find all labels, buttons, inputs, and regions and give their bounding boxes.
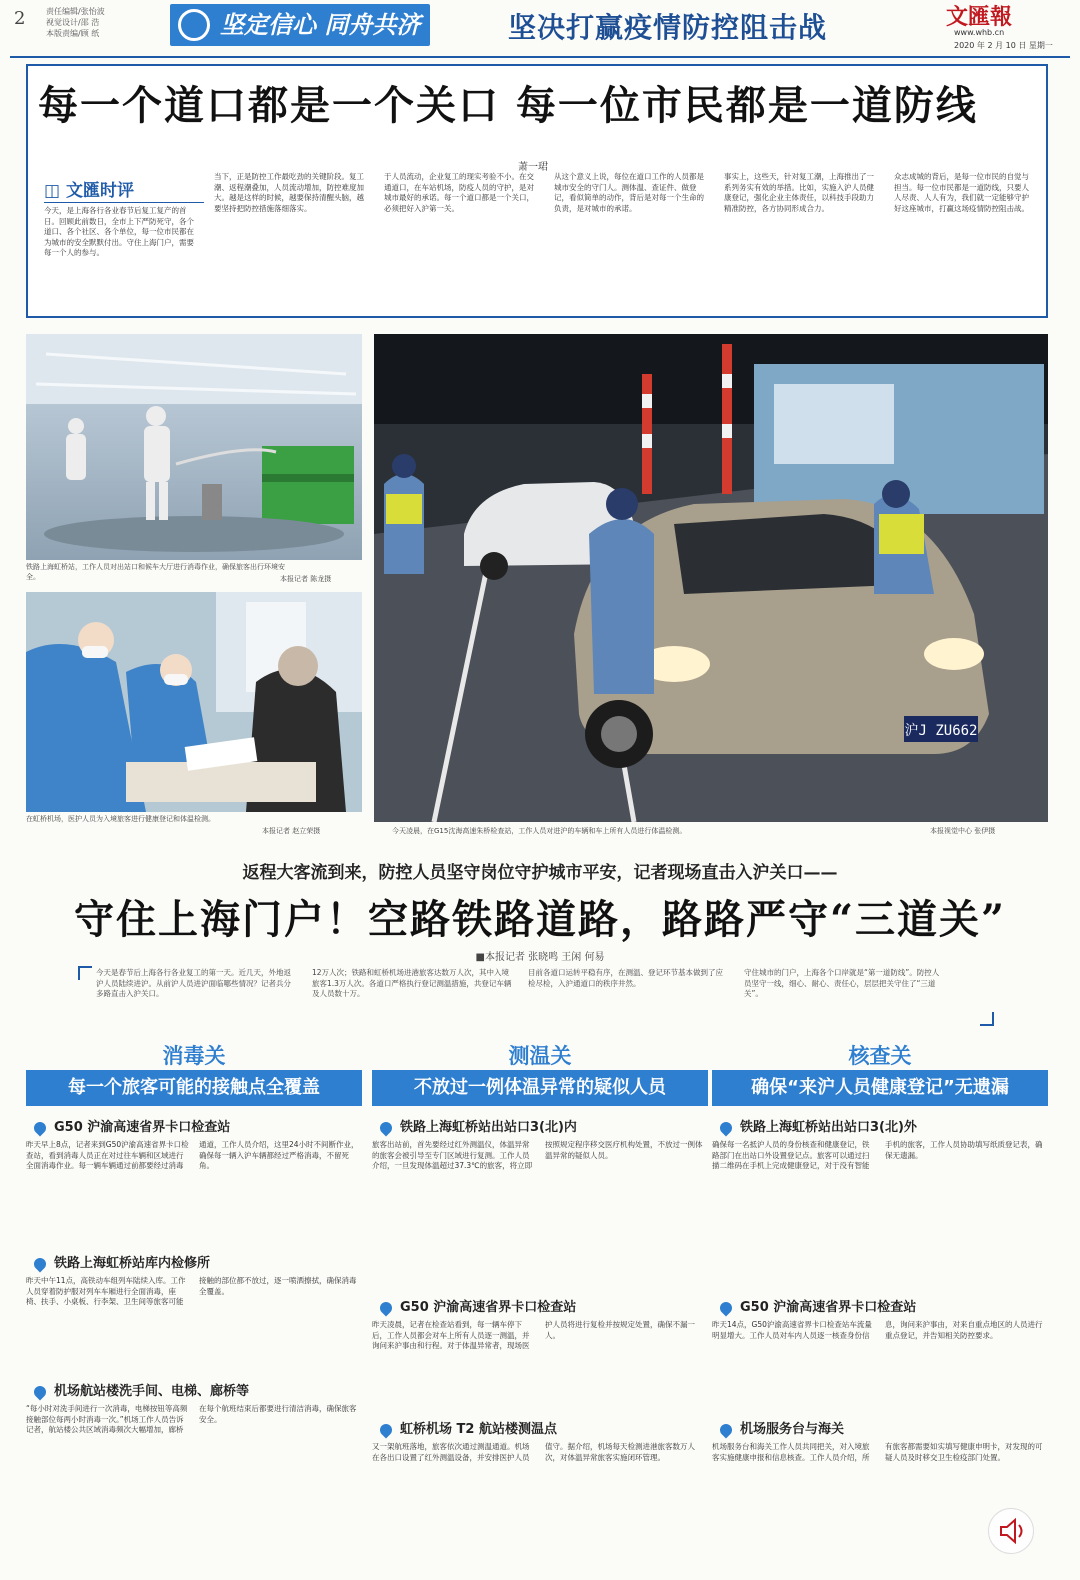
- location-name: 铁路上海虹桥站出站口3(北)内: [400, 1120, 577, 1135]
- page-header: [10, 0, 1070, 58]
- section-bar: 每一个旅客可能的接触点全覆盖: [26, 1070, 362, 1106]
- story-byline: ■本报记者 张晓鸣 王闲 何易: [475, 952, 605, 963]
- commentary-columns: [44, 172, 1034, 312]
- section-body: 确保每一名抵沪人员的身份核查和健康登记，铁路部门在出站口外设置登记点。旅客可以通过扫描二维码在手机上完成健康登记，对于没有智能手机的旅客，工作人员协助填写纸质登记表，确保无遗漏。: [712, 1140, 1043, 1170]
- story-lead: 返程大客流到来，防控人员坚守岗位守护城市平安，记者现场直击入沪关口——: [242, 863, 838, 883]
- location-name: 机场航站楼洗手间、电梯、廊桥等: [54, 1384, 250, 1399]
- location-name: 机场服务台与海关: [740, 1422, 845, 1437]
- photo-station-disinfection: [26, 334, 362, 560]
- location-heading: [372, 1418, 708, 1440]
- commentary-box: [26, 64, 1048, 318]
- location-heading: [26, 1116, 362, 1138]
- section-body: 机场服务台和海关工作人员共同把关，对入境旅客实施健康申报和信息核查。工作人员介绍，所有旅客都需要如实填写健康申明卡，对发现的可疑人员及时移交卫生检疫部门处置。: [712, 1442, 1043, 1462]
- commentary-column: 今天，是上海各行各业春节后复工复产的首日。回顾此前数日，全市上下严防死守，各个道口、各个社区、各个单位，每一位市民都在为城市的安全默默付出。守住上海门户，需要每一个人的参与。: [44, 206, 194, 257]
- commentary-label-text: 文匯时评: [65, 181, 134, 201]
- intro-column: 今天是春节后上海各行各业复工的第一天。近几天，外地返沪人员陆续进沪。从前沪人员进沪面临哪些情况？记者兵分多路直击入沪关口。: [96, 968, 291, 998]
- location-pin-icon: [718, 1299, 735, 1316]
- location-heading: [712, 1296, 1048, 1318]
- quote-bracket-open: [78, 966, 92, 980]
- photo-credit: 本报记者 陈龙摄: [280, 575, 332, 583]
- intro-column: 守住城市的门户，上海各个口岸就是“第一道防线”。防控人员坚守一线，细心、耐心、责任心，层层把关守住了“三道关”。: [744, 968, 940, 998]
- location-pin-icon: [32, 1383, 49, 1400]
- commentary-column: 众志成城的背后，是每一位市民的自觉与担当。每一位市民都是一道防线，只要人人尽责、人人有为，我们就一定能够守护好这座城市，打赢这场疫情防控阻击战。: [894, 172, 1029, 213]
- commentary-column: 事实上，这些天，针对复工潮，上海推出了一系列务实有效的举措。比如，实施入沪人员健康登记，强化企业主体责任，以科技手段助力精准防控，各方协同形成合力。: [724, 172, 874, 213]
- location-pin-icon: [378, 1299, 395, 1316]
- location-pin-icon: [378, 1421, 395, 1438]
- editor-line: 本版责编/顾 纸: [46, 29, 100, 38]
- location-heading: [712, 1418, 1048, 1440]
- photo-caption: 铁路上海虹桥站，工作人员对出站口和候车大厅进行消毒作业，确保旅客出行环境安全。: [26, 563, 285, 581]
- editor-credits: [46, 6, 105, 39]
- editor-line: 责任编辑/张怡波: [46, 7, 105, 16]
- photo-caption: 在虹桥机场，医护人员为入境旅客进行健康登记和体温检测。: [26, 815, 215, 823]
- speech-bubble-icon: ◫: [44, 181, 66, 201]
- photo-credit: 本报记者 赵立荣摄: [262, 827, 321, 835]
- photo-credit: 本报视觉中心 张伊摄: [930, 827, 996, 835]
- section-disinfection: [26, 1040, 362, 1580]
- logo-url: www.whb.cn: [954, 28, 1005, 37]
- location-name: G50 沪渝高速省界卡口检查站: [54, 1120, 231, 1135]
- section-body: 又一架航班落地，旅客依次通过测温通道。机场在各出口设置了红外测温设备，并安排医护人员值守。据介绍，机场每天检测进港旅客数万人次，对体温异常旅客实施闭环管理。: [372, 1442, 695, 1462]
- speaker-icon: [989, 1509, 1033, 1553]
- commentary-column: 当下，正是防控工作最吃劲的关键阶段。复工潮、返程潮叠加，人员流动增加，防控难度加大。越是这样的时候，越要保持清醒头脑，越要坚持把防控措施落细落实。: [214, 172, 364, 213]
- section-body: 昨天凌晨，记者在检查站看到，每一辆车停下后，工作人员都会对车上所有人员逐一测温，并询问来沪事由和行程。对于体温异常者，现场医护人员将进行复检并按规定处置，确保不漏一人。: [372, 1320, 695, 1350]
- section-body: 昨天14点，G50沪渝高速省界卡口检查站车流量明显增大。工作人员对车内人员逐一核查身份信息，询问来沪事由，对来自重点地区的人员进行重点登记，并告知相关防控要求。: [712, 1320, 1043, 1340]
- location-heading: [712, 1116, 1048, 1138]
- section-body: “每小时对洗手间进行一次消毒，电梯按钮等高频接触部位每两小时消毒一次。”机场工作人员告诉记者，航站楼公共区域消毒频次大幅增加，廊桥在每个航班结束后都要进行清洁消毒，确保旅客安全。: [26, 1404, 357, 1434]
- section-body: 昨天早上8点，记者来到G50沪渝高速省界卡口检查站，看到消毒人员正在对过往车辆和区域进行全面消毒作业。每一辆车辆通过前都要经过消毒通道，工作人员介绍，这里24小时不间断作业，确保每一辆入沪车辆都经过严格消毒，不留死角。: [26, 1140, 359, 1170]
- location-name: 铁路上海虹桥站库内检修所: [54, 1256, 211, 1271]
- intro-column: 12万人次；铁路和虹桥机场进港旅客达数万人次，其中入境旅客1.3万人次。各道口严格执行登记测温措施，共登记车辆及人员数十万。: [312, 968, 512, 998]
- page-number: 2: [14, 8, 26, 29]
- section-head: 核查关: [848, 1043, 912, 1068]
- section-temperature: [372, 1040, 708, 1580]
- theme-banner: [170, 4, 430, 46]
- section-head: 消毒关: [162, 1043, 226, 1068]
- commentary-column: 于人员流动，企业复工的现实考验不小。在交通道口，在车站机场，防疫人员的守护，是对城市最好的承诺。每一个道口都是一个关口，必须把好入沪第一关。: [384, 172, 534, 213]
- theme-headline: 坚决打赢疫情防控阻击战: [508, 11, 828, 44]
- location-name: 虹桥机场 T2 航站楼测温点: [400, 1422, 557, 1437]
- issue-date: 2020 年 2 月 10 日 星期一: [954, 41, 1053, 50]
- location-heading: [372, 1296, 708, 1318]
- location-pin-icon: [378, 1119, 395, 1136]
- photo-caption: 今天凌晨，在G15沈海高速朱桥检查站，工作人员对进沪的车辆和车上所有人员进行体温检测。: [392, 827, 687, 835]
- license-plate-text: 沪J ZU662: [904, 723, 978, 739]
- location-name: 铁路上海虹桥站出站口3(北)外: [740, 1120, 917, 1135]
- location-heading: [26, 1380, 362, 1402]
- banner-text: 坚定信心 同舟共济: [220, 11, 421, 39]
- section-head: 测温关: [508, 1043, 572, 1068]
- story-title: 守住上海门户！空路铁路道路，路路严守“三道关”: [73, 896, 1006, 943]
- location-pin-icon: [32, 1119, 49, 1136]
- location-pin-icon: [718, 1421, 735, 1438]
- intro-column: 目前各道口运转平稳有序，在测温、登记环节基本做到了应检尽检，入沪通道口的秩序井然。: [528, 968, 723, 988]
- mask-icon: [178, 9, 210, 41]
- section-bar: 不放过一例体温异常的疑似人员: [372, 1070, 708, 1106]
- location-heading: [26, 1252, 362, 1274]
- section-bar: 确保“来沪人员健康登记”无遗漏: [712, 1070, 1048, 1106]
- commentary-column: 从这个意义上说，每位在道口工作的人员都是城市安全的守门人。测体温、查证件、做登记，看似简单的动作，背后是对每一个生命的负责，是对城市的承诺。: [554, 172, 704, 213]
- photo-highway-checkpoint: [374, 334, 1048, 822]
- location-pin-icon: [718, 1119, 735, 1136]
- location-name: G50 沪渝高速省界卡口检查站: [400, 1300, 577, 1315]
- location-pin-icon: [32, 1255, 49, 1272]
- location-name: G50 沪渝高速省界卡口检查站: [740, 1300, 917, 1315]
- photo-airport-registration: [26, 592, 362, 812]
- commentary-title: 每一个道口都是一个关口 每一位市民都是一道防线: [38, 82, 978, 129]
- section-body: 旅客出站前，首先要经过红外测温仪，体温异常的旅客会被引导至专门区域进行复测。工作人员介绍，一旦发现体温超过37.3℃的旅客，将立即按照规定程序移交医疗机构处置，不放过一例体温异常的疑似人员。: [372, 1140, 703, 1170]
- newspaper-logo: 文匯報: [946, 4, 1013, 30]
- section-verification: [712, 1040, 1048, 1580]
- location-heading: [372, 1116, 708, 1138]
- editor-line: 视觉设计/邵 浩: [46, 18, 100, 27]
- audio-play-button[interactable]: [988, 1508, 1034, 1554]
- commentary-author: 萧一珺: [518, 162, 548, 173]
- section-body: 昨天中午11点，高铁动车组列车陆续入库。工作人员穿着防护服对列车车厢进行全面消毒，座椅、扶手、小桌板、行李架、卫生间等旅客可能接触的部位都不放过，逐一喷洒擦拭，确保消毒全覆盖。: [26, 1276, 357, 1306]
- quote-bracket-close: [980, 1012, 994, 1026]
